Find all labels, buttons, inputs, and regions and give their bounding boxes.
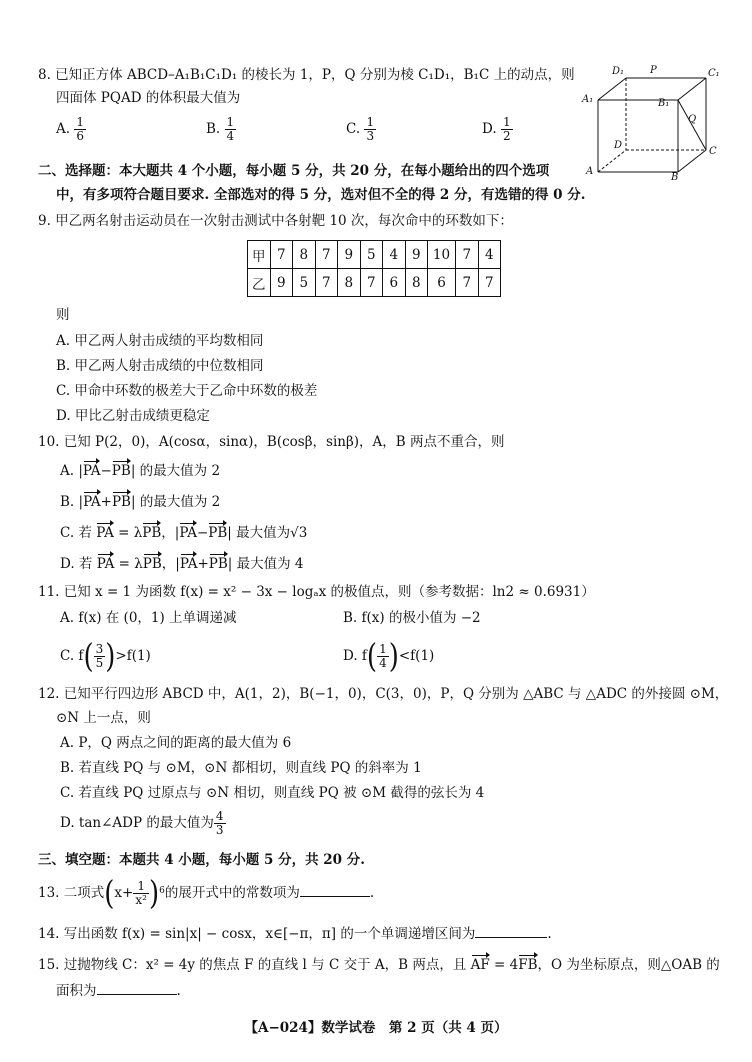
label-d: D [614,140,623,151]
q14-answer-blank[interactable] [475,925,547,938]
q12-option-b: B. 若直线 PQ 与 ⊙M，⊙N 都相切，则直线 PQ 的斜率为 1 [60,760,422,776]
q8-option-b: B. $\frac{1}{4}$ [206,115,235,143]
label-p: P [650,65,657,76]
q13: 13. 二项式(x+ $\frac{1}{\text{x²}}$ )$^6$的展开式中的常数项为 . [38,874,375,913]
label-a: A [586,166,594,177]
q13-answer-blank[interactable] [300,884,370,897]
q9-option-a: A. 甲乙两人射击成绩的平均数相同 [56,333,264,349]
q8-stem-line1: 8. 已知正方体 ABCD–A₁B₁C₁D₁ 的棱长为 1，P，Q 分别为棱 C₁D₁，B₁C 上的动点，则 [38,67,575,83]
label-c: C [709,146,717,157]
q10-option-a: A. |PA−PB| 的最大值为 2 [60,463,221,479]
q10-stem: 10. 已知 P(2，0)，A(cosα，sinα)，B(cosβ，sinβ)，A，B 两点不重合，则 [38,434,505,450]
q8-option-a: A. $\frac{1}{6}$ [56,115,84,143]
q8-stem-line2: 四面体 PQAD 的体积最大值为 [56,90,241,106]
label-d1: D₁ [612,66,625,77]
q15-line1: 15. 过抛物线 C：x² = 4y 的焦点 F 的直线 l 与 C 交于 A，B 两点，且 AF = 4FB，O 为坐标原点，则△OAB 的 [38,957,720,973]
page-footer: 【A−024】数学试卷 第 2 页（共 4 页） [244,1020,508,1036]
q11-option-c: C. f( $\frac{3}{5}$ )>f(1) [60,637,151,676]
q12-option-a: A. P，Q 两点之间的距离的最大值为 6 [60,735,292,751]
table-row: 甲 7 8 7 9 5 4 9 10 7 4 [248,241,501,269]
q9-option-d: D. 甲比乙射击成绩更稳定 [56,408,210,424]
q8-option-d: D. $\frac{1}{2}$ [482,115,511,143]
q14: 14. 写出函数 f(x) = sin|x| − cosx，x∈[−π，π] 的一个单调递增区间为 . [38,926,552,942]
q9-stem: 9. 甲乙两名射击运动员在一次射击测试中各射靶 10 次，每次命中的环数如下： [38,213,513,229]
q10-option-c: C. 若 PA = λPB，|PA−PB| 最大值为√3 [60,525,308,541]
section2-line2: 中，有多项符合题目要求. 全部选对的得 5 分，选对但不全的得 2 分，有选错的得 0 分. [56,187,586,203]
q11-option-a: A. f(x) 在 (0，1) 上单调递减 [60,610,237,626]
q15-line2: 面积为 . [56,983,181,999]
q12-stem-line1: 12. 已知平行四边形 ABCD 中，A(1，2)，B(−1，0)，C(3，0)，P，Q 分别为 △ABC 与 △ADC 的外接圆 ⊙M， [38,686,729,702]
label-b: B [671,172,679,180]
q10-option-b: B. |PA+PB| 的最大值为 2 [60,494,221,510]
q15-answer-blank[interactable] [97,982,177,995]
q10-option-d: D. 若 PA = λPB，|PA+PB| 最大值为 4 [60,556,304,572]
q12-option-d: D. tan∠ADP 的最大值为 $\frac{4}{3}$ [60,809,224,837]
q9-option-b: B. 甲乙两人射击成绩的中位数相同 [56,358,264,374]
q11-option-b: B. f(x) 的极小值为 −2 [343,610,481,626]
q9-option-c: C. 甲命中环数的极差大于乙命中环数的极差 [56,383,318,399]
q8-options [56,116,576,156]
label-a1: A₁ [582,94,594,105]
q9-then: 则 [56,307,70,323]
score-table [247,240,501,297]
q11-option-d: D. f( $\frac{1}{4}$ )<f(1) [343,637,435,676]
label-c1: C₁ [708,68,720,79]
section3-heading: 三、填空题：本题共 4 小题，每小题 5 分，共 20 分. [38,852,365,868]
q11-stem: 11. 已知 x = 1 为函数 f(x) = x² − 3x − logₐx 的极值点，则（参考数据：ln2 ≈ 0.6931） [38,584,595,600]
label-q: Q [688,114,697,125]
q8-option-c: C. $\frac{1}{3}$ [346,115,375,143]
q12-option-c: C. 若直线 PQ 过原点与 ⊙N 相切，则直线 PQ 被 ⊙M 截得的弦长为 4 [60,785,485,801]
cube-figure [578,60,728,180]
table-row: 乙 9 5 7 8 7 6 8 6 7 7 [248,269,501,297]
q12-stem-line2: ⊙N 上一点，则 [56,710,151,726]
label-b1: B₁ [658,98,670,109]
section2-line1: 二、选择题：本大题共 4 个小题，每小题 5 分，共 20 分，在每小题给出的四个选项 [38,163,550,179]
